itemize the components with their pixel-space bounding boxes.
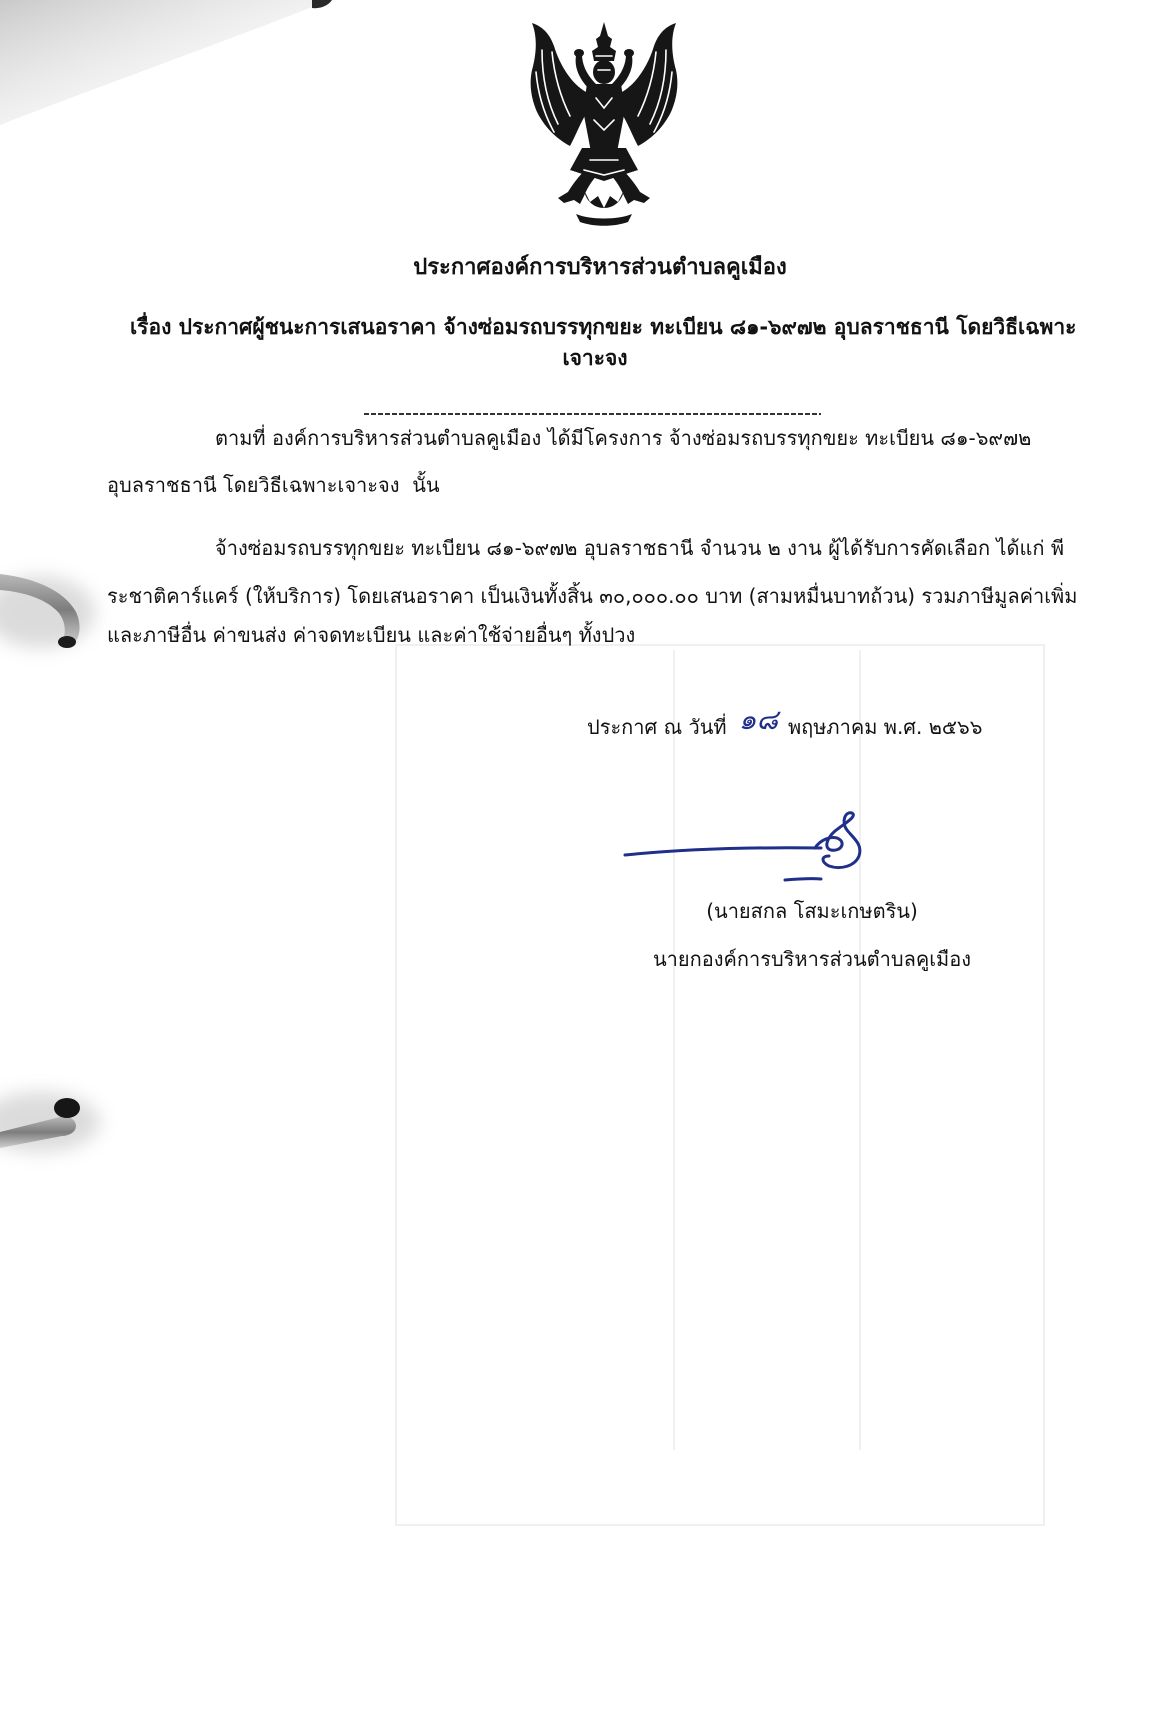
garuda-emblem-icon	[524, 20, 684, 230]
paragraph-2-line-1: จ้างซ่อมรถบรรทุกขยะ ทะเบียน ๘๑-๖๙๗๒ อุบลราชธานี จำนวน ๒ งาน ผู้ได้รับการคัดเลือก ได้แก่ พี	[215, 536, 1065, 560]
page-corner-tab	[312, 0, 332, 8]
bleed-through-lines	[396, 645, 1044, 1525]
binder-ring-top	[0, 574, 95, 648]
date-month-year: พฤษภาคม พ.ศ. ๒๕๖๖	[787, 715, 983, 739]
announcement-title: ประกาศองค์การบริหารส่วนตำบลคูเมือง	[413, 255, 787, 280]
date-day-handwritten: ๑๘	[738, 703, 778, 736]
date-prefix: ประกาศ ณ วันที่	[587, 715, 727, 739]
page-corner-shadow	[0, 0, 330, 125]
binder-ring-bottom	[0, 1092, 100, 1152]
paragraph-1-line-2: อุบลราชธานี โดยวิธีเฉพาะเจาะจง นั้น	[107, 473, 440, 497]
subject-line-2: เจาะจง	[562, 346, 628, 370]
signatory-position: นายกองค์การบริหารส่วนตำบลคูเมือง	[652, 947, 972, 971]
signatory-name: (นายสกล โสมะเกษตริน)	[706, 899, 918, 923]
paragraph-2-line-3: และภาษีอื่น ค่าขนส่ง ค่าจดทะเบียน และค่าใช้จ่ายอื่นๆ ทั้งปวง	[107, 623, 636, 647]
title-divider	[364, 413, 821, 415]
paragraph-2-line-2: ระชาติคาร์แคร์ (ให้บริการ) โดยเสนอราคา เป็นเงินทั้งสิ้น ๓๐,๐๐๐.๐๐ บาท (สามหมื่นบาทถ้วน) รวมภาษีมูลค่าเพิ่ม	[107, 584, 1078, 608]
subject-line-1: เรื่อง ประกาศผู้ชนะการเสนอราคา จ้างซ่อมรถบรรทุกขยะ ทะเบียน ๘๑-๖๙๗๒ อุบลราชธานี โดยวิธีเฉพาะ	[130, 315, 1077, 339]
handwritten-signature-icon	[615, 800, 875, 900]
announcement-date	[587, 703, 983, 742]
paragraph-1-line-1: ตามที่ องค์การบริหารส่วนตำบลคูเมือง ได้มีโครงการ จ้างซ่อมรถบรรทุกขยะ ทะเบียน ๘๑-๖๙๗๒	[215, 426, 1032, 450]
